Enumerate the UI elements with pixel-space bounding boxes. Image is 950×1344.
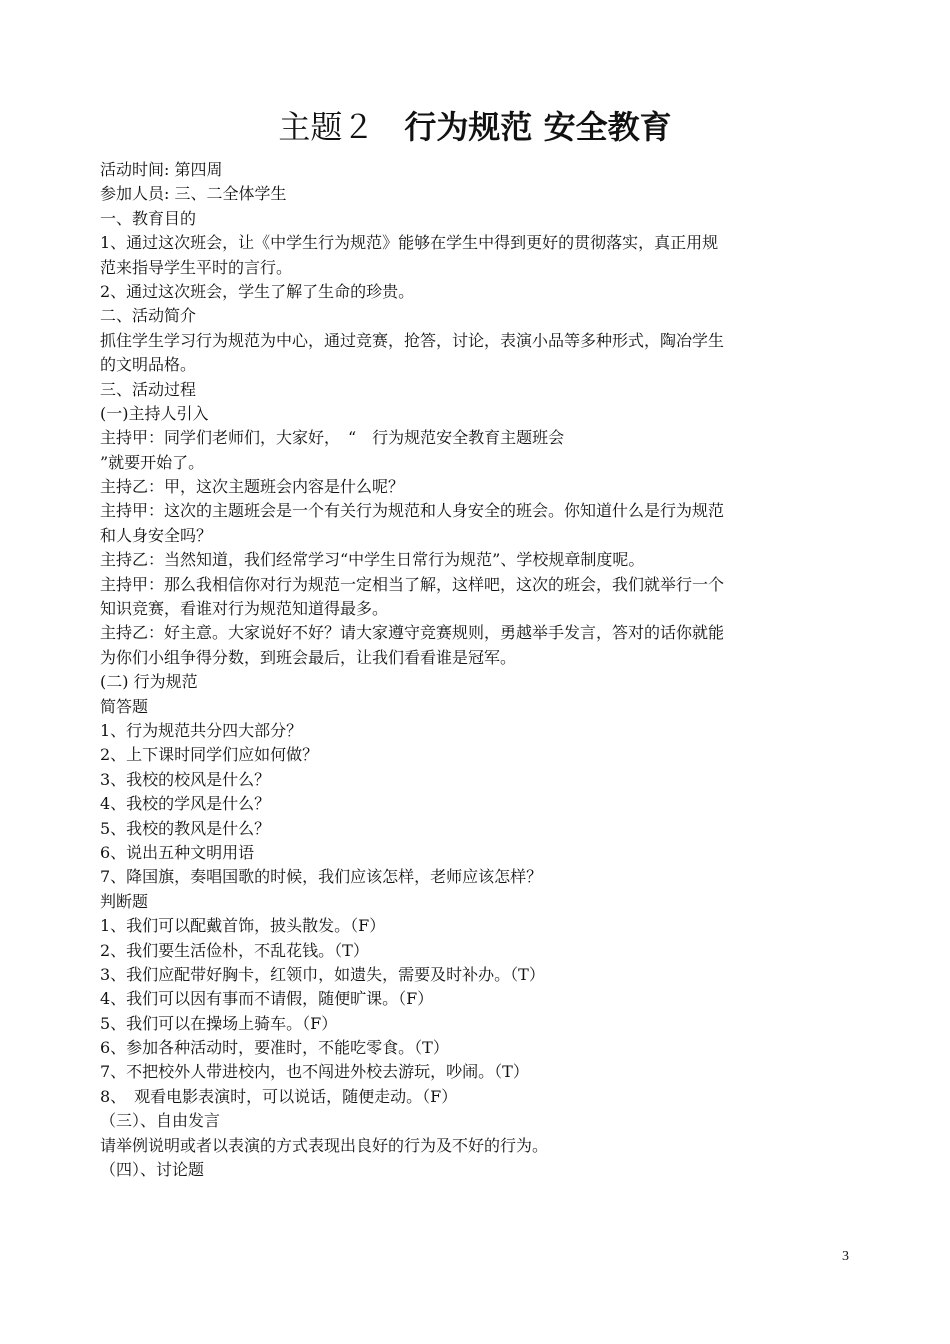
document-body [100,158,850,1182]
text-line: 8、 观看电影表演时，可以说话，随便走动。（F） [100,1086,458,1106]
text-line: 5、我校的教风是什么？ [100,818,271,838]
text-line: 参加人员: 三、二全体学生 [100,184,287,204]
text-line: 二、活动简介 [100,306,197,326]
title-main: 行为规范 安全教育 [404,108,672,146]
text-line: 主持甲：那么我相信你对行为规范一定相当了解，这样吧，这次的班会，我们就举行一个 [100,574,725,594]
text-line: 和人身安全吗？ [100,525,213,545]
text-line: 2、通过这次班会，学生了解了生命的珍贵。 [100,281,415,301]
text-line: 1、我们可以配戴首饰，披头散发。（F） [100,916,386,936]
text-line: 3、我校的校风是什么？ [100,769,271,789]
text-line: 一、教育目的 [100,208,197,228]
text-line: 主持乙：好主意。大家说好不好？请大家遵守竞赛规则，勇越举手发言，答对的话你就能 [100,623,725,643]
text-line: 6、参加各种活动时，要准时，不能吃零食。（T） [100,1038,449,1058]
text-line: ”就要开始了。 [100,452,205,472]
text-line: 知识竞赛，看谁对行为规范知道得最多。 [100,599,389,619]
text-line: 2、我们要生活俭朴，不乱花钱。（T） [100,940,369,960]
text-line: (一)主持人引入 [100,403,209,423]
text-line: 4、我们可以因有事而不请假，随便旷课。（F） [100,989,434,1009]
text-line: (二) 行为规范 [100,672,198,692]
text-line: 7、不把校外人带进校内，也不闯进外校去游玩，吵闹。（T） [100,1062,529,1082]
text-line: 为你们小组争得分数，到班会最后，让我们看看谁是冠军。 [100,647,517,667]
text-line: 3、我们应配带好胸卡，红领巾，如遗失，需要及时补办。（T） [100,964,545,984]
title-theme-number: 主题２ [278,108,375,146]
text-line: 主持甲：这次的主题班会是一个有关行为规范和人身安全的班会。你知道什么是行为规范 [100,501,725,521]
text-line: 4、我校的学风是什么？ [100,794,271,814]
text-line: 抓住学生学习行为规范为中心，通过竞赛，抢答，讨论，表演小品等多种形式，陶冶学生 [100,330,725,350]
text-line: 判断题 [100,891,149,911]
text-line: 主持乙：甲，这次主题班会内容是什么呢？ [100,477,405,497]
text-line: 范来指导学生平时的言行。 [100,257,293,277]
text-line: （四）、讨论题 [100,1160,205,1180]
text-line: 主持甲：同学们老师们，大家好， “ 行为规范安全教育主题班会 [100,428,565,448]
text-line: 主持乙：当然知道，我们经常学习“中学生日常行为规范”、学校规章制度呢。 [100,550,645,570]
text-line: 7、降国旗，奏唱国歌的时候，我们应该怎样，老师应该怎样？ [100,867,543,887]
text-line: 简答题 [100,696,149,716]
text-line: 1、通过这次班会，让《中学生行为规范》能够在学生中得到更好的贯彻落实，真正用规 [100,233,719,253]
document-title [0,102,950,148]
text-line: 5、我们可以在操场上骑车。（F） [100,1013,338,1033]
text-line: 三、活动过程 [100,379,197,399]
text-line: 请举例说明或者以表演的方式表现出良好的行为及不好的行为。 [100,1135,549,1155]
text-line: 的文明品格。 [100,355,197,375]
text-line: 6、说出五种文明用语 [100,842,255,862]
page-number: 3 [842,1249,849,1264]
text-line: （三）、自由发言 [100,1111,221,1131]
text-line: 1、行为规范共分四大部分？ [100,720,303,740]
text-line: 活动时间: 第四周 [100,160,223,179]
text-line: 2、上下课时同学们应如何做？ [100,745,319,765]
